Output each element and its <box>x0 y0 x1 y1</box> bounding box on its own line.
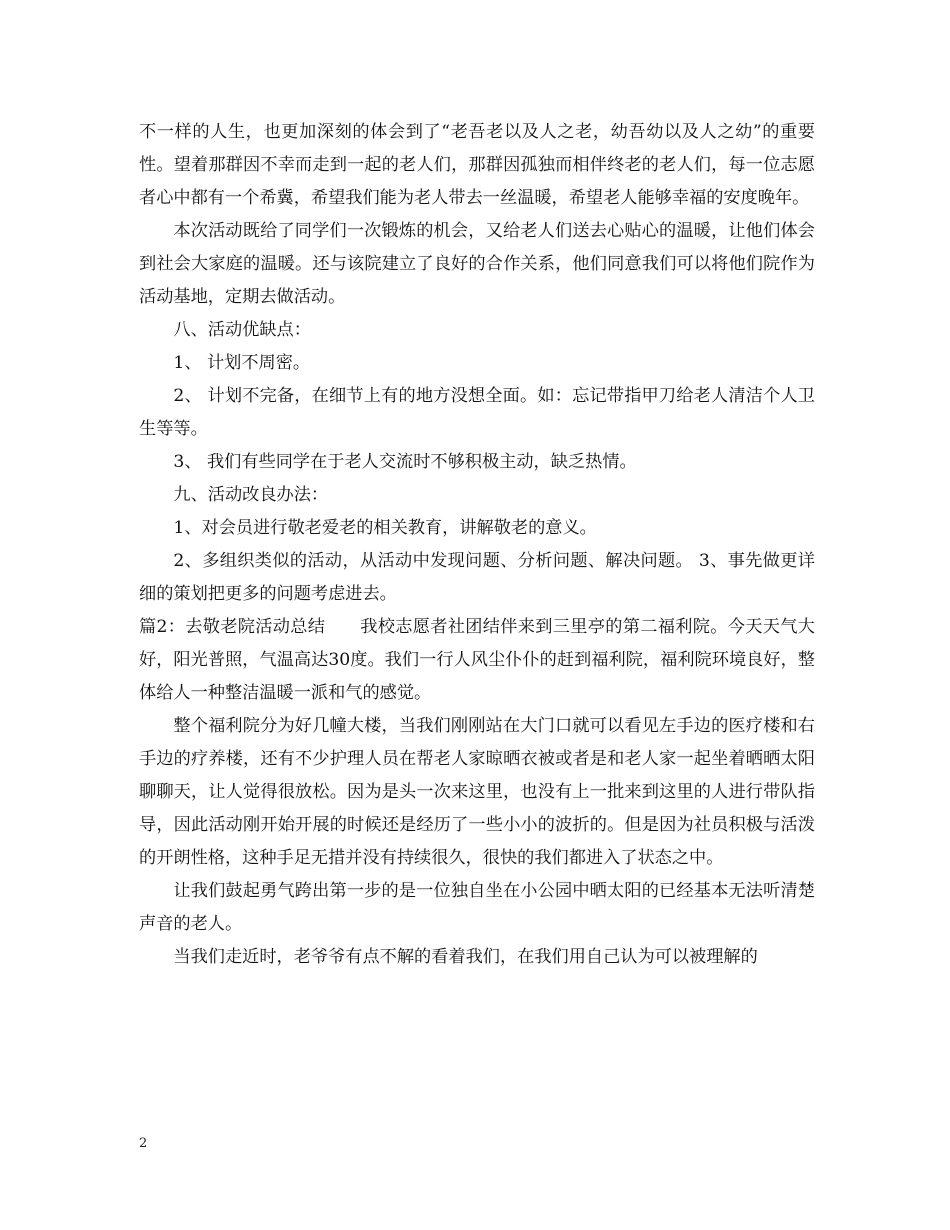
list-item-3: 3、 我们有些同学在于老人交流时不够积极主动，缺乏热情。 <box>173 452 637 472</box>
paragraph-first-step: 让我们鼓起勇气跨出第一步的是一位独自坐在小公园中晒太阳的已经基本无法听清楚声音的老人。 <box>139 881 815 934</box>
improvement-item-2: 2、多组织类似的活动，从活动中发现问题、分析问题、解决问题。 3、事先做更详细的策划把更多的问题考虑进去。 <box>139 551 815 604</box>
paragraph-approach: 当我们走近时，老爷爷有点不解的看着我们，在我们用自己认为可以被理解的 <box>173 947 758 967</box>
heading-pros-cons: 八、活动优缺点： <box>173 320 311 340</box>
page-number: 2 <box>139 1136 148 1151</box>
paragraph-welfare-home: 整个福利院分为好几幢大楼，当我们刚刚站在大门口就可以看见左手边的医疗楼和右手边的疗养楼，还有不少护理人员在帮老人家晾晒衣被或者是和老人家一起坐着晒晒太阳聊聊天，让人觉得很放松。因为是头一次来这里，也没有上一批来到这里的人进行带队指导，因此活动刚开始开展的时候还是经历了一些小小的波折的。但是因为社员积极与活泼的开朗性格，这种手足无措并没有持续很久，很快的我们都进入了状态之中。 <box>139 716 815 868</box>
list-item-2: 2、 计划不完备，在细节上有的地方没想全面。如：忘记带指甲刀给老人清洁个人卫生等等。 <box>139 386 815 439</box>
paragraph-continuation: 不一样的人生，也更加深刻的体会到了“老吾老以及人之老，幼吾幼以及人之幼”的重要性。望着那群因不幸而走到一起的老人们，那群因孤独而相伴终老的老人们，每一位志愿者心中都有一个希冀，希望我们能为老人带去一丝温暖，希望老人能够幸福的安度晚年。 <box>139 122 815 208</box>
section-article-2: 篇2：去敬老院活动总结 我校志愿者社团结伴来到三里亭的第二福利院。今天天气大好，阳光普照，气温高达30度。我们一行人风尘仆仆的赶到福利院，福利院环境良好，整体给人一种整洁温暖一派和气的感觉。 <box>139 617 815 703</box>
document-body <box>139 116 815 974</box>
heading-improvements: 九、活动改良办法： <box>173 485 329 505</box>
list-item-1: 1、 计划不周密。 <box>173 353 311 373</box>
paragraph-activity-summary: 本次活动既给了同学们一次锻炼的机会，又给老人们送去心贴心的温暖，让他们体会到社会大家庭的温暖。还与该院建立了良好的合作关系，他们同意我们可以将他们院作为活动基地，定期去做活动。 <box>139 221 815 307</box>
improvement-item-1: 1、对会员进行敬老爱老的相关教育，讲解敬老的意义。 <box>173 518 597 538</box>
